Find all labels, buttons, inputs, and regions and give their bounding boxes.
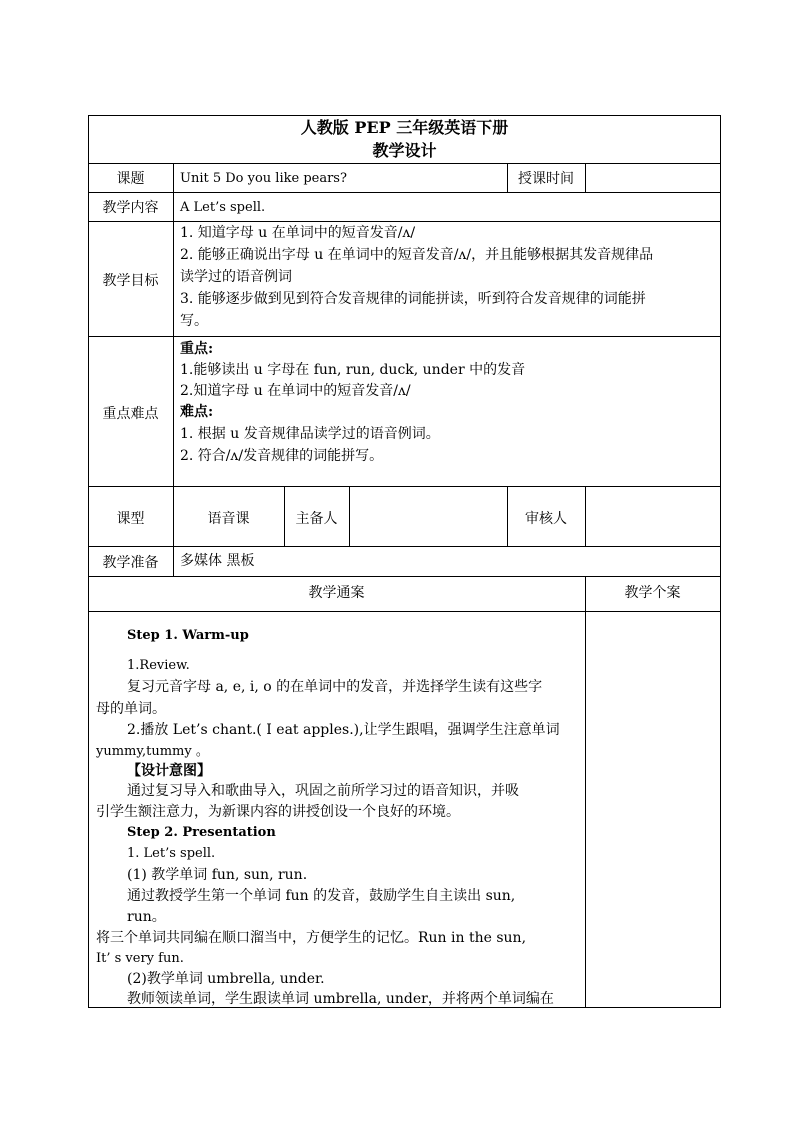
row-divider	[88, 221, 721, 222]
read-text: 教师领读单词，学生跟读单词 umbrella, under，并将两个单词编在	[127, 991, 554, 1007]
word-line: (2)教学单词 umbrella, under.	[127, 971, 325, 987]
row-divider	[88, 611, 721, 612]
row-divider	[88, 486, 721, 487]
document-subtitle: 教学设计	[372, 141, 437, 160]
word-line: (1) 教学单词 fun, sun, run.	[127, 867, 308, 883]
column-divider	[349, 486, 350, 546]
step1-title: Step 1. Warm-up	[127, 628, 249, 643]
reviewer-label: 审核人	[525, 511, 567, 527]
spell-line: 1. Let’s spell.	[127, 846, 216, 861]
difficult-item: 1. 根据 u 发音规律品读学过的语音例词。	[180, 426, 440, 442]
type-label: 课型	[116, 511, 145, 527]
column-divider	[585, 486, 586, 546]
document-title: 人教版 PEP 三年级英语下册	[300, 118, 509, 137]
preparer-label: 主备人	[295, 511, 338, 527]
row-divider	[88, 336, 721, 337]
review-text: 母的单词。	[96, 701, 166, 717]
step2-title: Step 2. Presentation	[127, 825, 276, 840]
row-divider	[88, 192, 721, 193]
design-text: 通过复习导入和歌曲导入，巩固之前所学习过的语音知识，并吸	[127, 783, 519, 799]
key-item: 2.知道字母 u 在单词中的短音发音/ʌ/	[180, 383, 411, 399]
goals-label: 教学目标	[102, 273, 159, 289]
row-divider	[88, 546, 721, 547]
time-label: 授课时间	[518, 171, 574, 187]
table-right-border	[720, 115, 721, 1008]
chant-text: yummy,tummy 。	[96, 744, 209, 759]
type-value: 语音课	[207, 511, 250, 527]
teach-text: 通过教授学生第一个单词 fun 的发音，鼓励学生自主读出 sun,	[127, 888, 516, 904]
rhyme-text: 将三个单词共同编在顺口溜当中，方便学生的记忆。Run in the sun,	[96, 930, 527, 946]
goal-line: 2. 能够正确说出字母 u 在单词中的短音发音/ʌ/，并且能够根据其发音规律品	[180, 247, 654, 263]
row-divider	[88, 163, 721, 164]
design-text: 引学生额注意力，为新课内容的讲授创设一个良好的环境。	[96, 804, 460, 820]
table-top-border	[88, 115, 721, 116]
prep-label: 教学准备	[102, 555, 159, 571]
content-value: A Let’s spell.	[180, 200, 266, 215]
review-line: 1.Review.	[127, 658, 190, 673]
rhyme-text: It’ s very fun.	[96, 951, 184, 966]
goal-line: 写。	[180, 313, 208, 329]
difficult-item: 2. 符合/ʌ/发音规律的词能拼写。	[180, 448, 384, 464]
design-heading: 【设计意图】	[127, 763, 211, 779]
plan-column-divider	[585, 576, 586, 1008]
personal-plan-header: 教学个案	[624, 585, 681, 601]
key-heading: 重点:	[180, 341, 214, 357]
common-plan-header: 教学通案	[308, 585, 365, 601]
chant-text: 2.播放 Let’s chant.( I eat apples.),让学生跟唱，强调学生注意单词	[127, 722, 560, 738]
topic-label: 课题	[116, 171, 145, 187]
teach-text: run。	[127, 909, 166, 925]
prep-value: 多媒体 黑板	[180, 553, 255, 569]
topic-value: Unit 5 Do you like pears?	[180, 171, 347, 186]
key-difficult-label: 重点难点	[102, 406, 159, 422]
goal-line: 读学过的语音例词	[180, 269, 292, 285]
review-text: 复习元音字母 a, e, i, o 的在单词中的发音，并选择学生读有这些字	[127, 679, 543, 695]
difficult-heading: 难点:	[180, 404, 214, 420]
row-divider	[88, 576, 721, 577]
content-label: 教学内容	[102, 200, 159, 216]
key-item: 1.能够读出 u 字母在 fun, run, duck, under 中的发音	[180, 362, 526, 378]
column-divider	[585, 163, 586, 192]
goal-line: 3. 能够逐步做到见到符合发音规律的词能拼读，听到符合发音规律的词能拼	[180, 291, 646, 307]
goal-line: 1. 知道字母 u 在单词中的短音发音/ʌ/	[180, 225, 416, 241]
